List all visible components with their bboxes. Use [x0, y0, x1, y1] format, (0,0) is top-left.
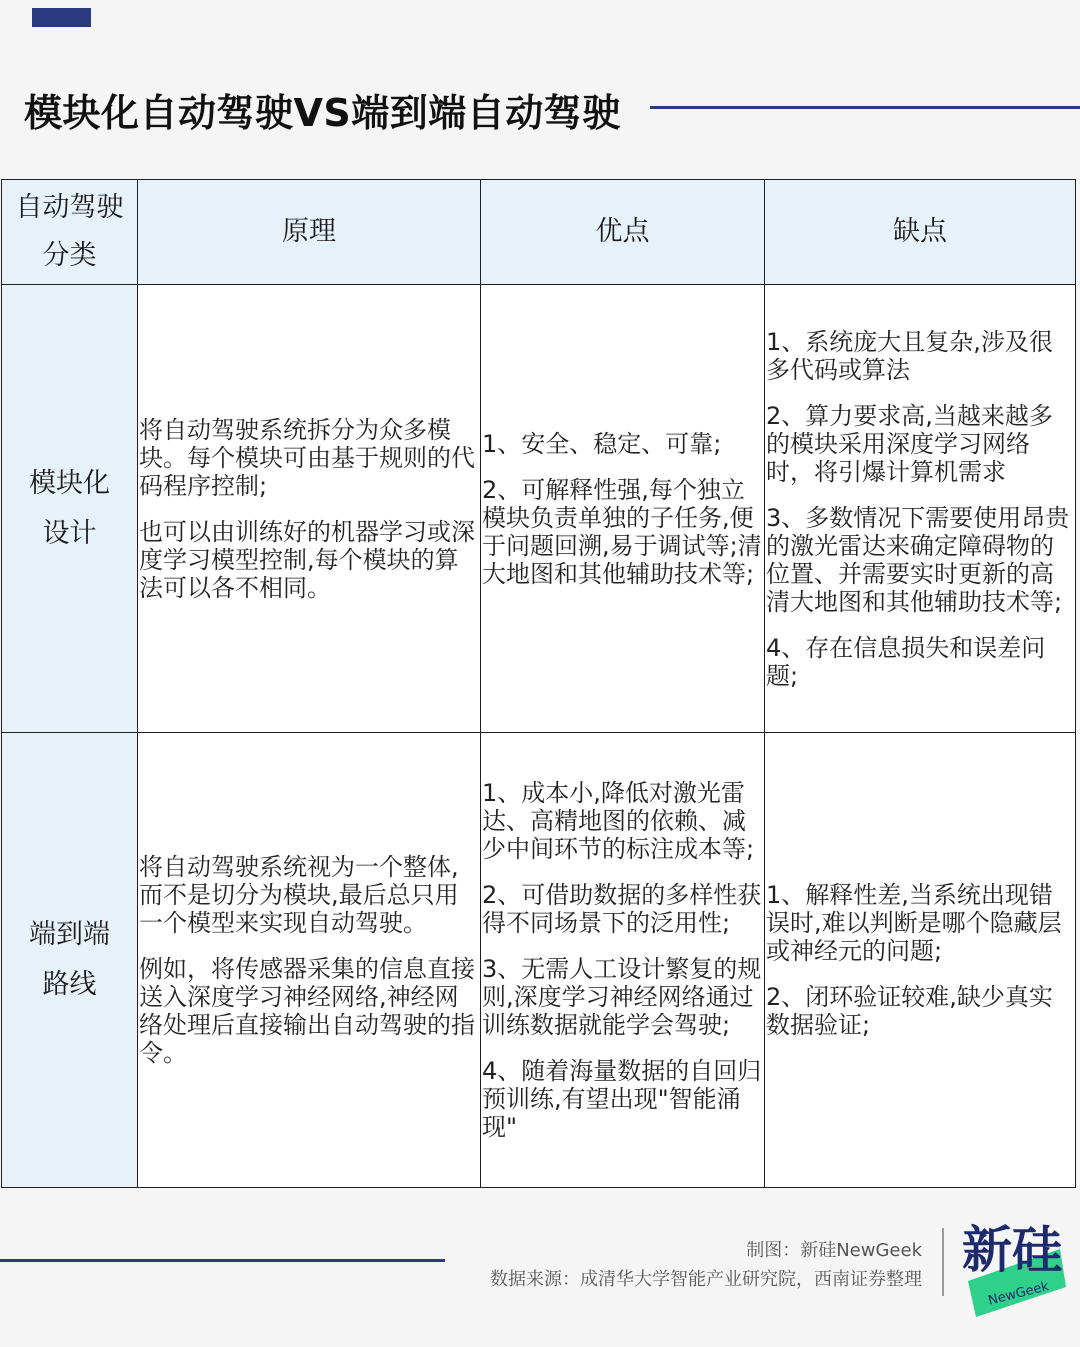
- chart-credit: 制图：新硅NewGeek: [746, 1240, 922, 1261]
- newgeek-logo: [958, 1205, 1068, 1320]
- table-row: [2, 285, 1076, 733]
- data-source: 数据来源：成清华大学智能产业研究院，西南证券整理: [490, 1269, 922, 1290]
- logo-sub-text: NewGeek: [986, 1279, 1051, 1309]
- header-advantages: 优点: [481, 180, 765, 285]
- page-title: 模块化自动驾驶VS端到端自动驾驶: [24, 91, 621, 135]
- header-disadvantages: 缺点: [765, 180, 1076, 285]
- table-row: [2, 733, 1076, 1188]
- footer-divider: [942, 1228, 944, 1296]
- disadvantages-cell: 1、系统庞大且复杂,涉及很多代码或算法 2、算力要求高,当越来越多的模块采用深度学习网络时，将引爆计算机需求 3、多数情况下需要使用昂贵的激光雷达来确定障碍物的位置、并需要实时更新的高清大地图和其他辅助技术等; 4、存在信息损失和误差问题;: [765, 285, 1076, 733]
- advantages-cell: 1、安全、稳定、可靠; 2、可解释性强,每个独立模块负责单独的子任务,便于问题回溯,易于调试等;清大地图和其他辅助技术等;: [481, 285, 765, 733]
- header-principle: 原理: [138, 180, 481, 285]
- comparison-table: [1, 179, 1076, 1188]
- logo-main-text: 新硅: [962, 1221, 1062, 1279]
- principle-cell: 将自动驾驶系统视为一个整体,而不是切分为模块,最后总只用一个模型来实现自动驾驶。 例如，将传感器采集的信息直接送入深度学习神经网络,神经网络处理后直接输出自动驾驶的指令。: [138, 733, 481, 1188]
- category-cell: 模块化设计: [2, 285, 138, 733]
- accent-bar: [32, 8, 91, 27]
- footer-rule: [0, 1259, 445, 1262]
- category-cell: 端到端路线: [2, 733, 138, 1188]
- title-rule: [650, 106, 1080, 109]
- principle-cell: 将自动驾驶系统拆分为众多模块。每个模块可由基于规则的代码程序控制; 也可以由训练好的机器学习或深度学习模型控制,每个模块的算法可以各不相同。: [138, 285, 481, 733]
- header-category: 自动驾驶分类: [2, 180, 138, 285]
- table-header-row: [2, 180, 1076, 285]
- disadvantages-cell: 1、解释性差,当系统出现错误时,难以判断是哪个隐藏层或神经元的问题; 2、闭环验证较难,缺少真实数据验证;: [765, 733, 1076, 1188]
- advantages-cell: 1、成本小,降低对激光雷达、高精地图的依赖、减少中间环节的标注成本等; 2、可借助数据的多样性获得不同场景下的泛用性; 3、无需人工设计繁复的规则,深度学习神经网络通过训练数据就能学会驾驶; 4、随着海量数据的自回归预训练,有望出现"智能涌现": [481, 733, 765, 1188]
